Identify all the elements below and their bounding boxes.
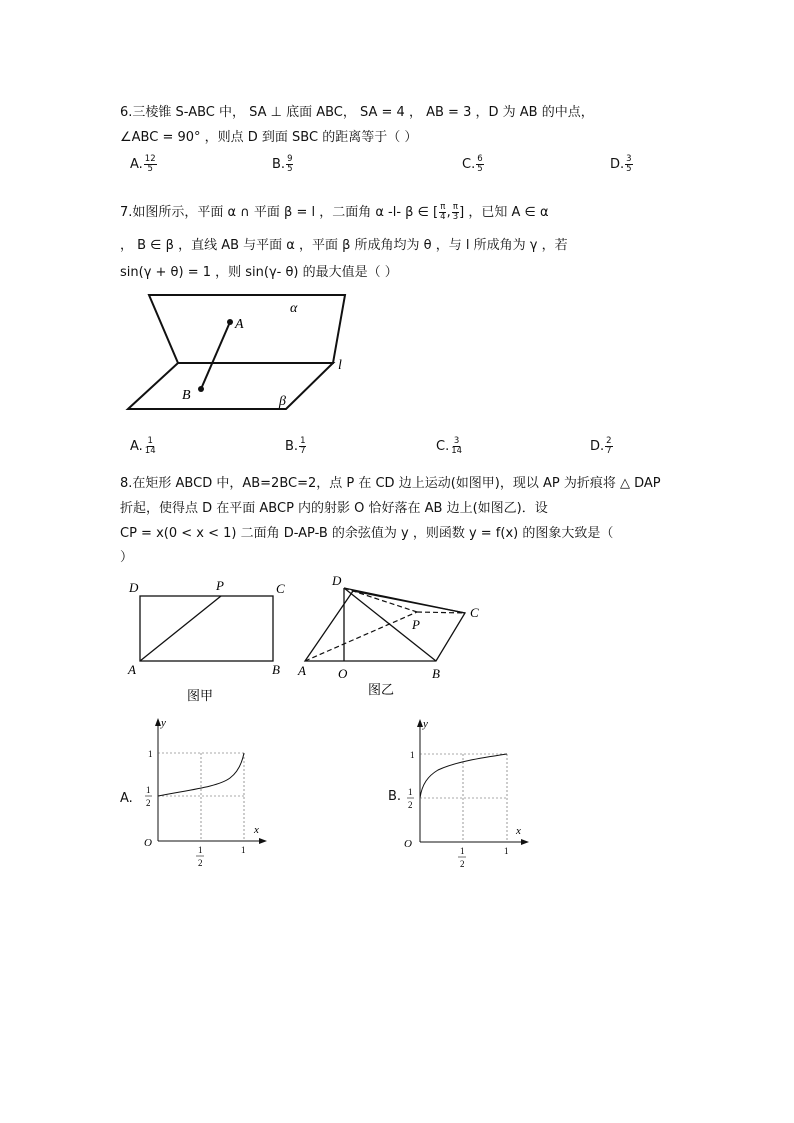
svg-text:1: 1	[198, 845, 203, 855]
origin-o: O	[404, 838, 412, 850]
svg-text:2: 2	[460, 859, 465, 869]
q8-figure-jia	[120, 576, 300, 706]
q7-option-a: A. $\frac{1}{14}$	[130, 436, 156, 456]
q6-option-a: A. $\frac{12}{5}$	[130, 154, 156, 174]
label-b: B	[432, 666, 440, 681]
y-tick-1: 1	[410, 750, 415, 760]
q8-graph-a	[138, 715, 273, 875]
q7-line1: 7.如图所示，平面 α ∩ 平面 β = l ，二面角 α -l- β ∈ [ $\frac{\pi}{4}$ , $\frac{\pi}{3}$ ] ，已知 A ∈ α	[120, 202, 549, 222]
x-tick-1: 1	[504, 846, 509, 856]
label-d: D	[332, 573, 342, 588]
label-a: A	[235, 317, 244, 332]
axis-x: x	[254, 824, 259, 836]
q7-line2: ， B ∈ β ，直线 AB 与平面 α ，平面 β 所成角均为 θ ，与 l 所成角为 γ ，若	[120, 238, 568, 253]
label-c: C	[470, 605, 479, 620]
svg-text:2: 2	[198, 858, 203, 868]
q7-line3: sin(γ + θ) = 1 ，则 sin(γ- θ) 的最大值是（ ）	[120, 265, 398, 280]
origin-o: O	[144, 837, 152, 849]
label-l: l	[338, 358, 342, 373]
plane-beta	[128, 363, 333, 409]
q6-option-b: B. $\frac{9}{5}$	[272, 154, 293, 174]
q7-dihedral-figure	[120, 288, 360, 418]
x-tick-1: 1	[241, 845, 246, 855]
q7-option-c: C. $\frac{3}{14}$	[436, 436, 463, 456]
segment-ap	[140, 596, 221, 661]
axis-y: y	[423, 718, 428, 730]
q8-line3: CP = x(0 < x < 1) 二面角 D-AP-B 的余弦值为 y ，则函数 y = f(x) 的图象大致是（	[120, 526, 614, 541]
label-b: B	[182, 388, 191, 403]
point-b	[198, 386, 204, 392]
q7-option-b: B. $\frac{1}{7}$	[285, 436, 306, 456]
q6-line1: 6.三棱锥 S-ABC 中， SA ⊥ 底面 ABC， SA = 4 ， AB = 3 ，D 为 AB 的中点，	[120, 105, 594, 120]
q8-line2: 折起，使得点 D 在平面 ABCP 内的射影 O 恰好落在 AB 边上(如图乙)．设	[120, 501, 548, 516]
svg-text:2: 2	[408, 800, 413, 810]
caption-yi: 图乙	[368, 682, 395, 697]
curve-b	[420, 754, 507, 798]
q8-line4: ）	[120, 550, 134, 565]
label-p: P	[216, 578, 224, 593]
q6-option-d: D. $\frac{3}{5}$	[610, 154, 632, 174]
q6-option-c: C. $\frac{6}{5}$	[462, 154, 483, 174]
label-a: A	[128, 662, 136, 677]
caption-jia: 图甲	[187, 688, 214, 703]
plane-alpha	[149, 295, 345, 363]
q8-line1: 8.在矩形 ABCD 中，AB=2BC=2，点 P 在 CD 边上运动(如图甲)，现以 AP 为折痕将 △ DAP	[120, 476, 661, 491]
q8-option-a-label: A.	[120, 791, 133, 806]
label-o: O	[338, 666, 348, 681]
q8-graph-b	[400, 716, 535, 876]
label-c: C	[276, 581, 285, 596]
q6-line2: ∠ABC = 90° ，则点 D 到面 SBC 的距离等于（ ）	[120, 130, 418, 145]
label-d: D	[129, 580, 139, 595]
q7-option-d: D. $\frac{2}{7}$	[590, 436, 612, 456]
label-b: B	[272, 662, 280, 677]
label-alpha: α	[290, 301, 298, 316]
q8-figure-yi	[290, 570, 490, 700]
svg-text:1: 1	[408, 787, 413, 797]
svg-text:1: 1	[460, 846, 465, 856]
point-a	[227, 319, 233, 325]
rectangle-abcd	[140, 596, 273, 661]
label-beta: β	[279, 394, 286, 409]
svg-text:1: 1	[146, 785, 151, 795]
segment-ab	[201, 322, 230, 389]
svg-text:2: 2	[146, 798, 151, 808]
label-a: A	[298, 663, 306, 678]
axis-y: y	[161, 717, 166, 729]
y-tick-1: 1	[148, 749, 153, 759]
label-p: P	[412, 617, 420, 632]
axis-x: x	[516, 825, 521, 837]
q8-option-b-label: B.	[388, 789, 402, 804]
